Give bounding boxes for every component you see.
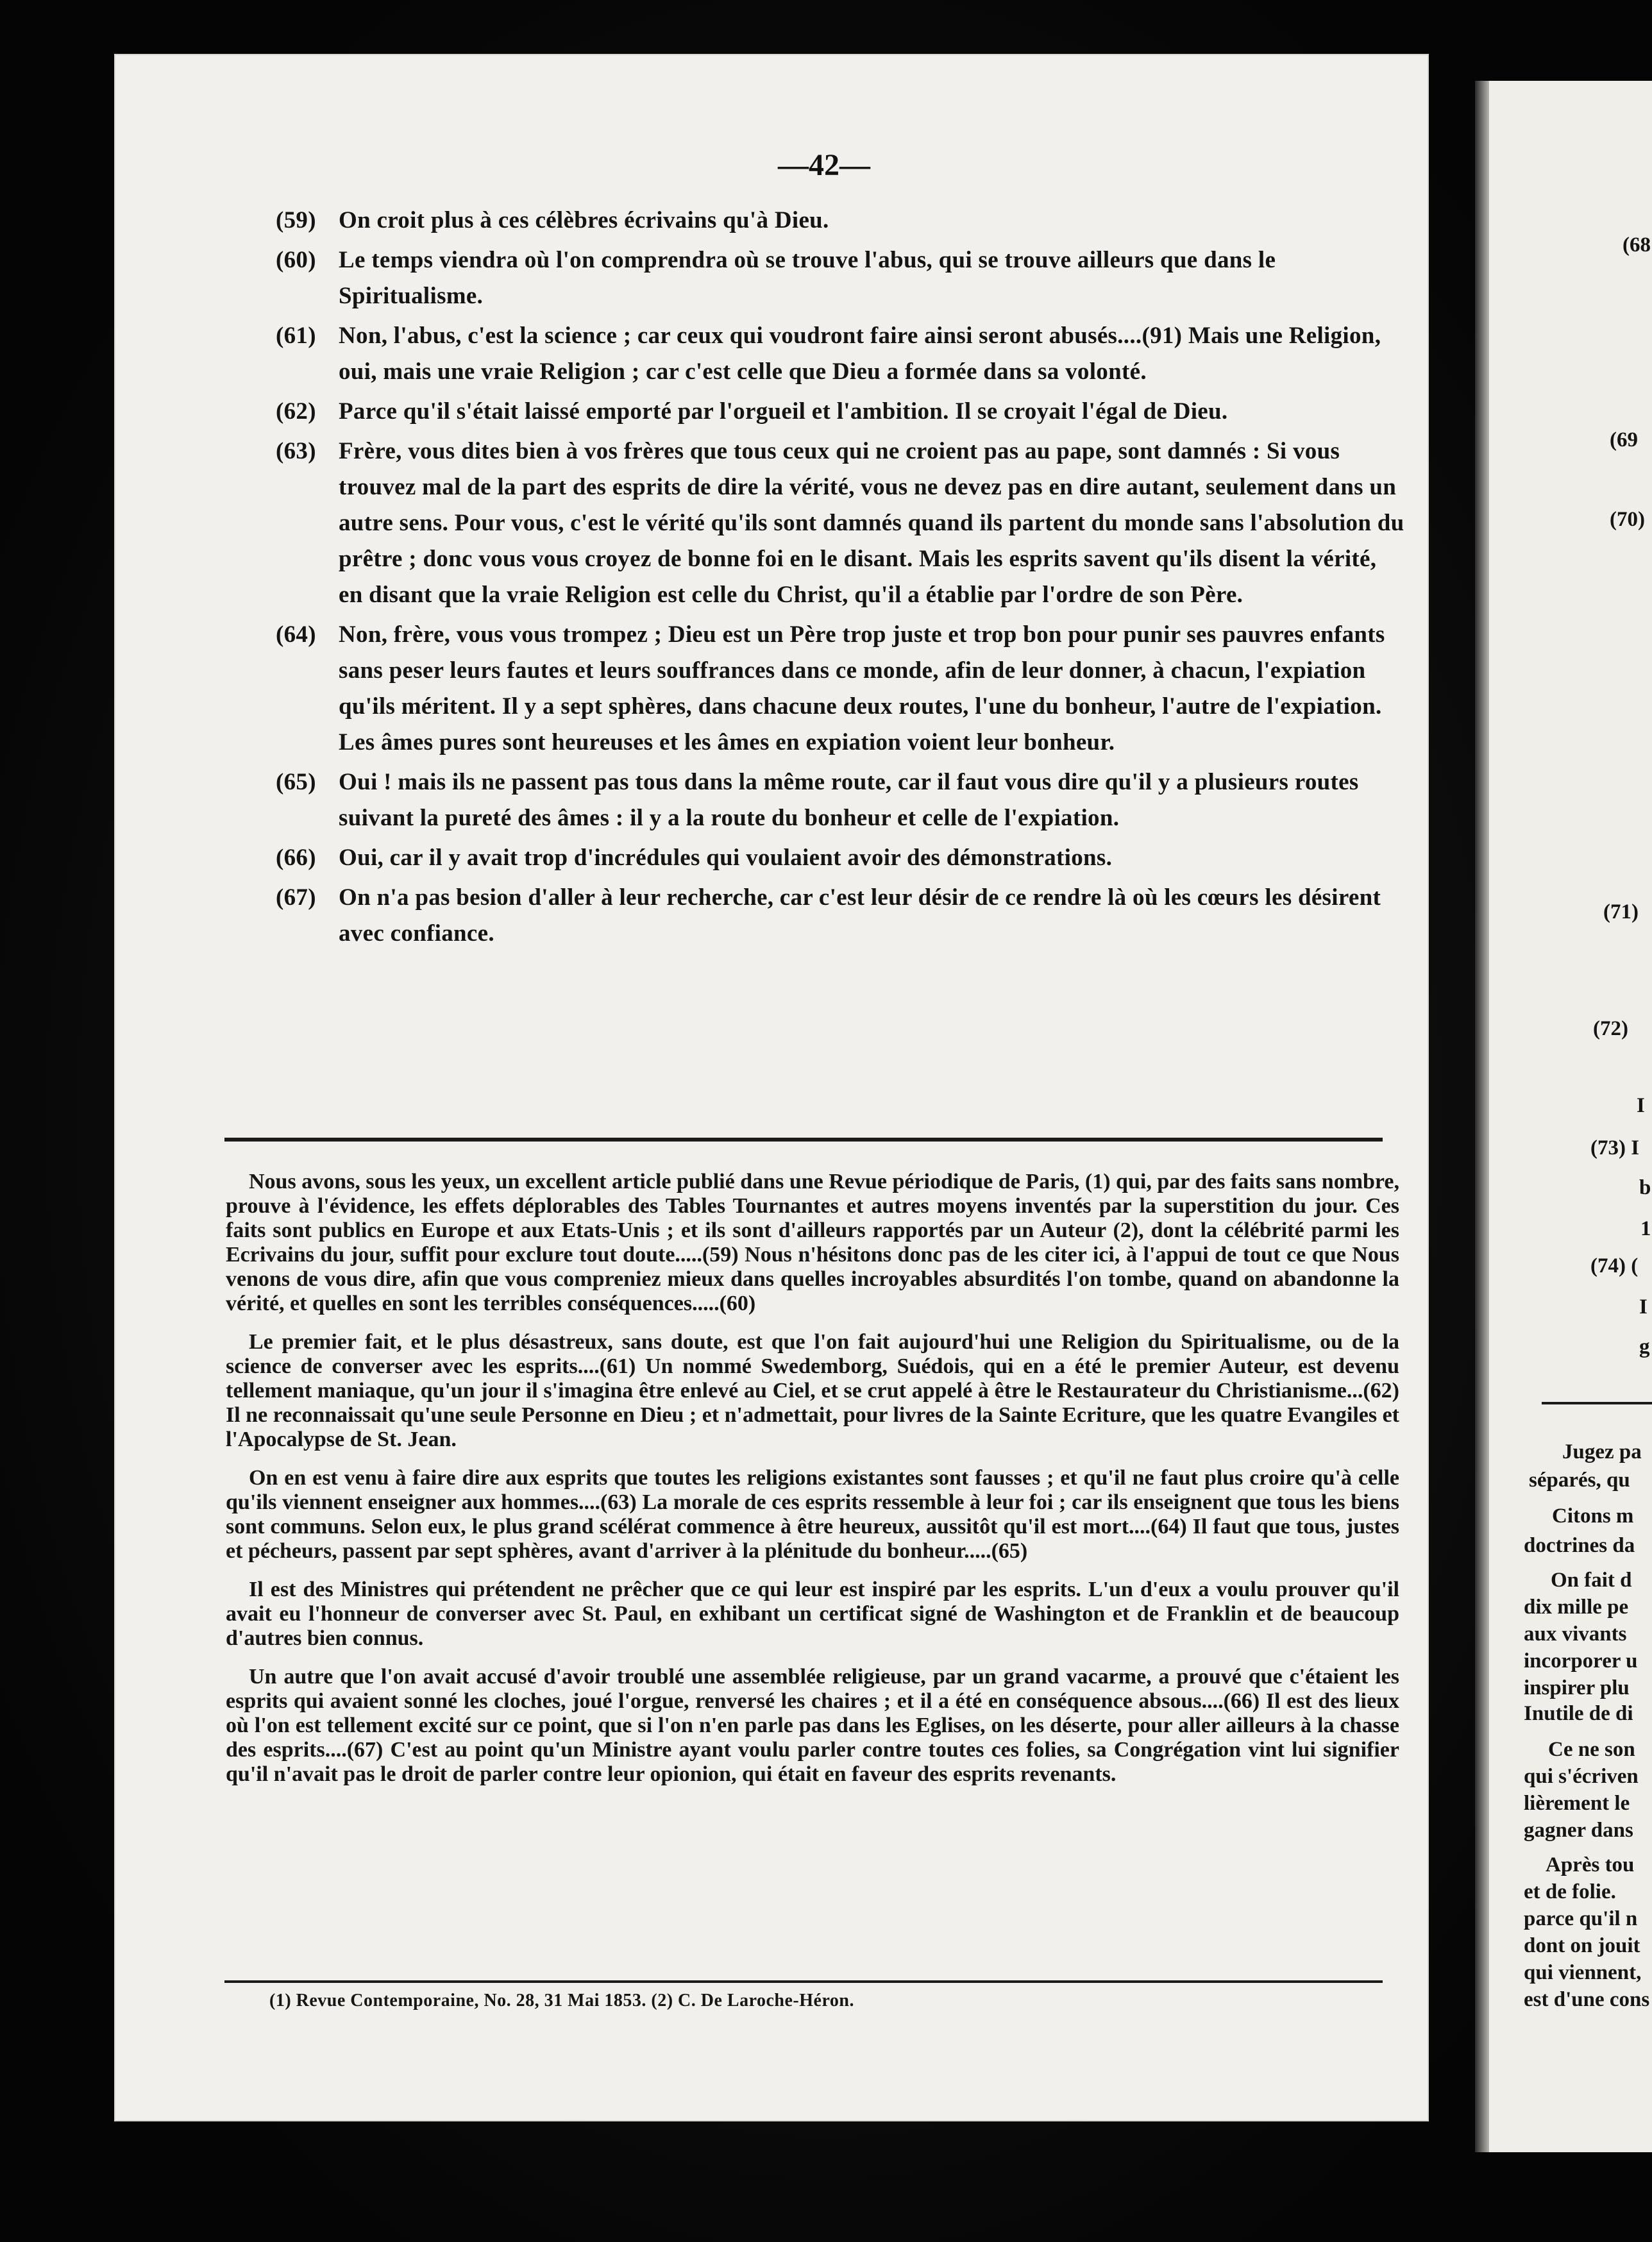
- answer-text: Non, frère, vous vous trompez ; Dieu est un Père trop juste et trop bon pour punir ses pauvres enfants sans peser leurs fautes et leurs souffrances dans ce monde, afin de leur donner, à chacun, l'expiation qu'ils méritent. Il y a sept sphères, dans chacune deux routes, l'une du bonheur, l'autre de l'expiation. Les âmes pures sont heureuses et les âmes en expiation voient leur bonheur.: [339, 621, 1385, 755]
- answer-number: (59): [276, 207, 316, 233]
- answer-item: [276, 617, 1404, 761]
- next-page-fragment: (68: [1622, 233, 1651, 257]
- answer-number: (64): [276, 621, 316, 648]
- next-page-fragment: (70): [1610, 508, 1645, 531]
- next-page-fragment: lièrement le: [1524, 1792, 1630, 1815]
- answer-item: [276, 840, 1404, 876]
- answer-number: (67): [276, 884, 316, 911]
- next-page-fragment: incorporer u: [1524, 1649, 1638, 1673]
- next-page-fragment: b: [1639, 1176, 1651, 1199]
- next-page-fragment: Citons m: [1552, 1504, 1634, 1528]
- next-page-fragment: doctrines da: [1524, 1534, 1635, 1557]
- answer-text: On croit plus à ces célèbres écrivains qu'à Dieu.: [339, 207, 829, 233]
- footnote-divider: [224, 1980, 1383, 1983]
- answer-text: Le temps viendra où l'on comprendra où se trouve l'abus, qui se trouve ailleurs que dans le Spiritualisme.: [339, 247, 1276, 309]
- footnote: (1) Revue Contemporaine, No. 28, 31 Mai 1853. (2) C. De Laroche-Héron.: [269, 1991, 854, 2010]
- next-page-fragment: g: [1639, 1335, 1650, 1358]
- answer-text: Frère, vous dites bien à vos frères que tous ceux qui ne croient pas au pape, sont damnés : Si vous trouvez mal de la part des esprits de dire la vérité, vous ne devez pas en dire autant, seulement dans un autre sens. Pour vous, c'est le vérité qu'ils sont damnés quand ils partent du monde sans l'absolution du prêtre ; donc vous vous croyez de bonne foi en le disant. Mais les esprits savent qu'ils disent la vérité, en disant que la vraie Religion est celle du Christ, qu'il a établie par l'ordre de son Père.: [339, 438, 1404, 608]
- answer-text: On n'a pas besion d'aller à leur recherche, car c'est leur désir de ce rendre là où les cœurs les désirent avec confiance.: [339, 884, 1381, 947]
- article-paragraph: Un autre que l'on avait accusé d'avoir troublé une assemblée religieuse, par un grand vacarme, a prouvé que c'étaient les esprits qui avaient sonné les cloches, joué l'orgue, renversé les chaires ; et il a été en conséquence absous....(66) Il est des lieux où l'on est tellement excité sur ce point, que si l'on n'en parle pas dans les Eglises, on les déserte, pour aller ailleurs à la chasse des esprits....(67) C'est au point qu'un Ministre ayant voulu parler contre toutes ces folies, sa Congrégation vint lui signifier qu'il n'avait pas le droit de parler contre leur opionion, qui était en faveur des esprits revenants.: [226, 1665, 1399, 1786]
- next-page-fragment: (69: [1610, 428, 1638, 451]
- spirit-answers-list: [276, 203, 1404, 956]
- answer-number: (65): [276, 769, 316, 795]
- next-page-fragment: I: [1639, 1295, 1648, 1319]
- next-page-fragment: parce qu'il n: [1524, 1907, 1638, 1930]
- answer-item: [276, 242, 1404, 314]
- next-page-fragment: Après tou: [1546, 1853, 1635, 1876]
- answer-text: Non, l'abus, c'est la science ; car ceux qui voudront faire ainsi seront abusés....(91) Mais une Religion, oui, mais une vraie Religion ; car c'est celle que Dieu a formée dans sa volonté.: [339, 323, 1381, 385]
- section-divider: [224, 1138, 1383, 1142]
- page-binding-shadow: [1475, 81, 1489, 2152]
- next-page-fragment: inspirer plu: [1524, 1676, 1630, 1699]
- next-page-divider: [1542, 1402, 1652, 1404]
- next-page-fragment: dont on jouit: [1524, 1934, 1640, 1957]
- next-page-fragment: Inutile de di: [1524, 1702, 1633, 1725]
- article-paragraph: On en est venu à faire dire aux esprits que toutes les religions existantes sont fausses ; et qu'il ne faut plus croire qu'à celle qu'ils viennent enseigner aux hommes....(63) La morale de ces esprits ressemble à leur foi ; car ils enseignent que tous les biens sont communs. Selon eux, le plus grand scélérat commence à être heureux, aussitôt qu'il est mort....(64) Il faut que tous, justes et pécheurs, passent par sept sphères, avant d'arriver à la plénitude du bonheur.....(65): [226, 1466, 1399, 1563]
- next-page-fragment: (74) (: [1590, 1254, 1639, 1277]
- answer-item: [276, 203, 1404, 239]
- next-page-fragment: qui viennent,: [1524, 1961, 1642, 1984]
- next-page-fragment: I: [1637, 1094, 1645, 1117]
- answer-item: [276, 434, 1404, 613]
- answer-number: (61): [276, 323, 316, 349]
- article-body: [226, 1170, 1399, 1801]
- next-page-fragment: est d'une cons: [1524, 1988, 1650, 2011]
- next-page-fragment: Jugez pa: [1562, 1440, 1642, 1463]
- answer-number: (66): [276, 845, 316, 871]
- next-page-fragment: 1: [1640, 1217, 1651, 1240]
- answer-text: Oui ! mais ils ne passent pas tous dans la même route, car il faut vous dire qu'il y a plusieurs routes suivant la pureté des âmes : il y a la route du bonheur et celle de l'expiation.: [339, 769, 1359, 831]
- page-number: —42—: [778, 148, 870, 182]
- answer-item: [276, 318, 1404, 390]
- answer-item: [276, 880, 1404, 952]
- next-page-fragment: séparés, qu: [1529, 1469, 1630, 1492]
- next-page-fragment: dix mille pe: [1524, 1596, 1629, 1619]
- next-page-fragment: qui s'écriven: [1524, 1765, 1639, 1788]
- next-page-fragment: On fait d: [1551, 1569, 1632, 1592]
- next-page-fragment: (71): [1603, 900, 1639, 923]
- answer-text: Parce qu'il s'était laissé emporté par l'orgueil et l'ambition. Il se croyait l'égal de Dieu.: [339, 398, 1228, 425]
- answer-number: (60): [276, 247, 316, 273]
- next-page-fragment: (72): [1593, 1017, 1628, 1040]
- answer-item: [276, 764, 1404, 836]
- next-page-fragment: et de folie.: [1524, 1880, 1616, 1903]
- next-page-fragment: Ce ne son: [1548, 1738, 1635, 1761]
- next-page-fragment: aux vivants: [1524, 1622, 1627, 1646]
- article-paragraph: Le premier fait, et le plus désastreux, sans doute, est que l'on fait aujourd'hui une Religion du Spiritualisme, ou de la science de converser avec les esprits....(61) Un nommé Swedemborg, Suédois, qui en a été le premier Auteur, est devenu tellement maniaque, qu'un jour il s'imagina être enlevé au Ciel, et se crut appelé à être le Restaurateur du Christianisme...(62) Il ne reconnaissait qu'une seule Personne en Dieu ; et n'admettait, pour livres de la Sainte Ecriture, que les quatre Evangiles et l'Apocalypse de St. Jean.: [226, 1330, 1400, 1451]
- answer-number: (63): [276, 438, 316, 464]
- next-page-fragment: gagner dans: [1524, 1819, 1633, 1842]
- answer-text: Oui, car il y avait trop d'incrédules qui voulaient avoir des démonstrations.: [339, 845, 1113, 871]
- article-paragraph: Il est des Ministres qui prétendent ne prêcher que ce qui leur est inspiré par les esprits. L'un d'eux a voulu prouver qu'il avait eu l'honneur de converser avec St. Paul, en exhibant un certificat signé de Washington et de Franklin et de beaucoup d'autres bien connus.: [226, 1578, 1399, 1650]
- article-paragraph: Nous avons, sous les yeux, un excellent article publié dans une Revue périodique de Paris, (1) qui, par des faits sans nombre, prouve à l'évidence, les effets déplorables des Tables Tournantes et autres moyens inventés par la superstition du jour. Ces faits sont publics en Europe et aux Etats-Unis ; et ils sont d'ailleurs rapportés par un Auteur (2), dont la célébrité parmi les Ecrivains du jour, suffit pour exclure tout doute.....(59) Nous n'hésitons donc pas de les citer ici, à l'appui de tout ce que Nous venons de vous dire, afin que vous compreniez mieux dans quelles incroyables absurdités l'on tombe, quand on abandonne la vérité, et quelles en sont les terribles conséquences.....(60): [226, 1170, 1399, 1315]
- answer-item: [276, 394, 1404, 430]
- next-page-fragment: (73) I: [1590, 1136, 1640, 1159]
- answer-number: (62): [276, 398, 316, 425]
